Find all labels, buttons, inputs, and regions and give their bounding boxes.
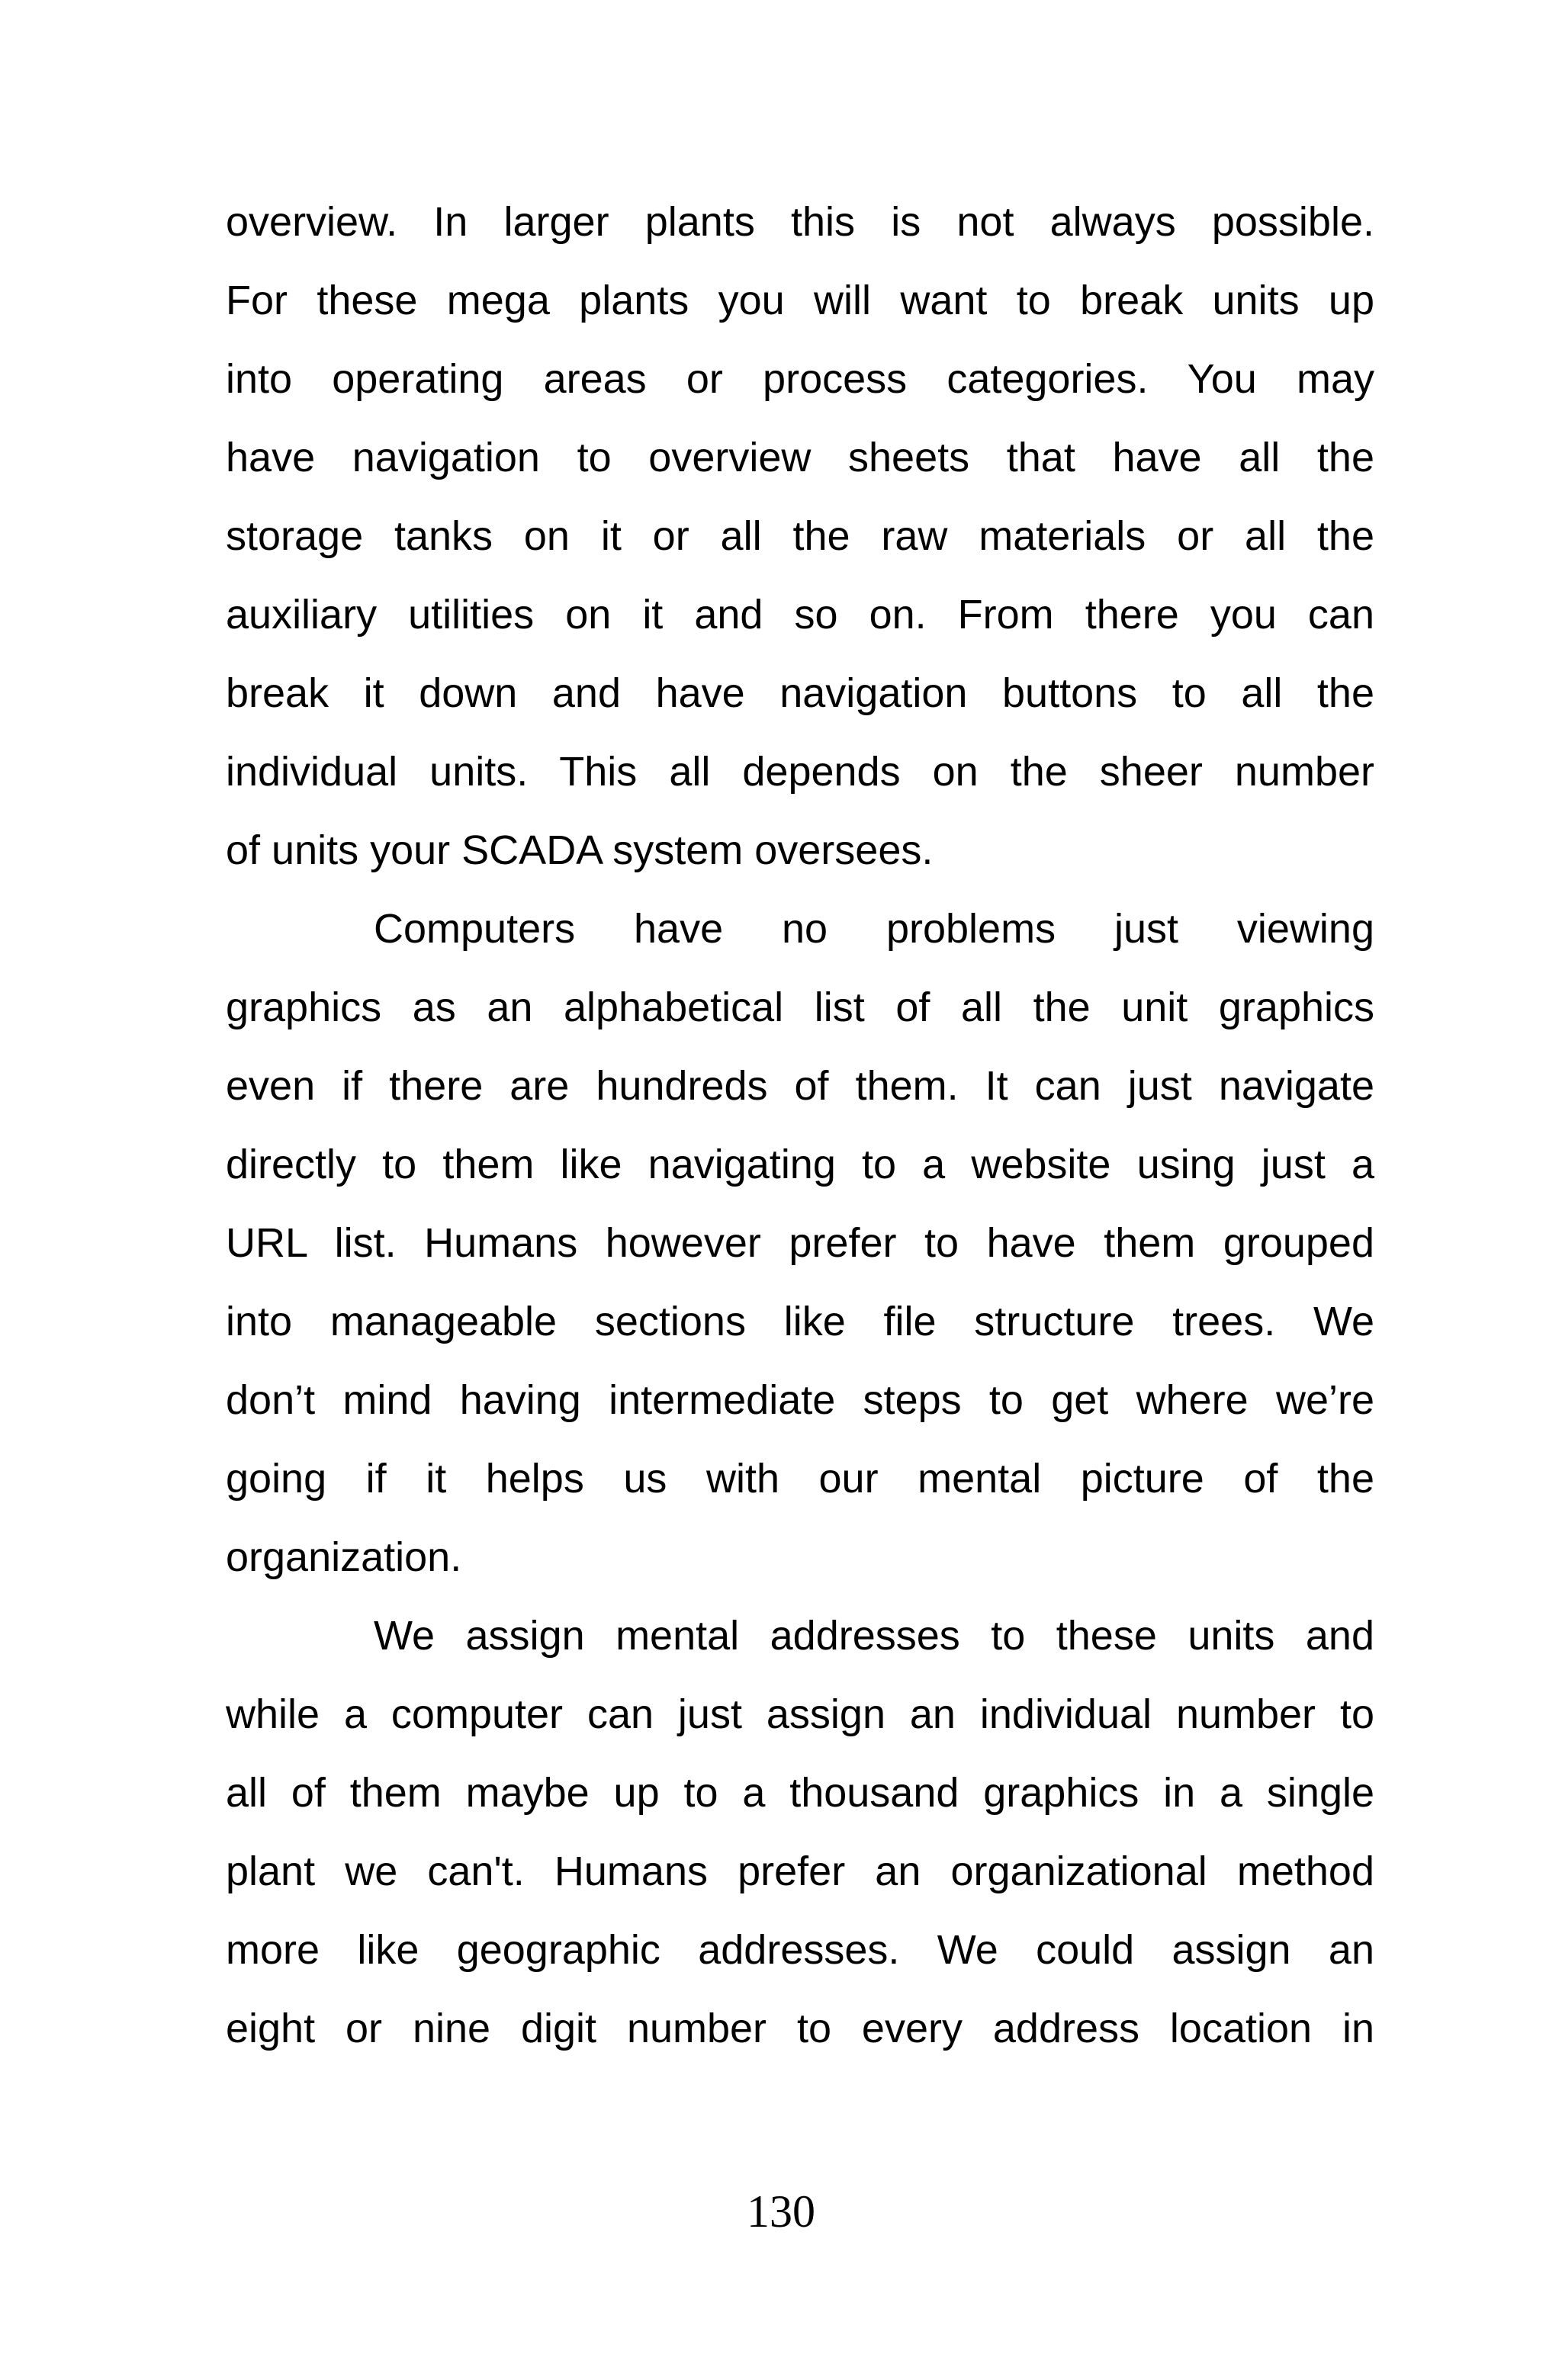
text-line: For these mega plants you will want to break units up bbox=[226, 278, 1374, 323]
text-line: graphics as an alphabetical list of all the unit graphics bbox=[226, 984, 1374, 1030]
text-line: eight or nine digit number to every address location in bbox=[226, 2006, 1374, 2051]
text-line: plant we can't. Humans prefer an organizational method bbox=[226, 1848, 1374, 1894]
text-line: more like geographic addresses. We could assign an bbox=[226, 1927, 1374, 1973]
text-line: of units your SCADA system oversees. bbox=[226, 827, 934, 873]
text-line: into operating areas or process categories. You may bbox=[226, 356, 1374, 402]
text-line: all of them maybe up to a thousand graphics in a single bbox=[226, 1770, 1374, 1816]
page-number: 130 bbox=[747, 2186, 815, 2237]
text-line: directly to them like navigating to a website using just a bbox=[226, 1142, 1374, 1187]
text-line: while a computer can just assign an individual number to bbox=[226, 1691, 1374, 1737]
text-line: URL list. Humans however prefer to have them grouped bbox=[226, 1220, 1374, 1266]
text-line: don’t mind having intermediate steps to get where we’re bbox=[226, 1377, 1374, 1423]
text-line: Computers have no problems just viewing bbox=[374, 906, 1374, 952]
text-line: going if it helps us with our mental picture of the bbox=[226, 1456, 1374, 1502]
text-line: have navigation to overview sheets that have all the bbox=[226, 435, 1374, 480]
text-line: individual units. This all depends on the sheer number bbox=[226, 749, 1374, 795]
text-line: organization. bbox=[226, 1534, 462, 1580]
text-line: even if there are hundreds of them. It can just navigate bbox=[226, 1063, 1374, 1109]
text-line: storage tanks on it or all the raw materials or all the bbox=[226, 513, 1374, 559]
text-line: auxiliary utilities on it and so on. From there you can bbox=[226, 592, 1374, 638]
text-line: overview. In larger plants this is not always possible. bbox=[226, 199, 1374, 245]
text-line: break it down and have navigation buttons to all the bbox=[226, 670, 1374, 716]
text-line: into manageable sections like file structure trees. We bbox=[226, 1299, 1374, 1344]
text-line: We assign mental addresses to these units and bbox=[374, 1613, 1374, 1659]
